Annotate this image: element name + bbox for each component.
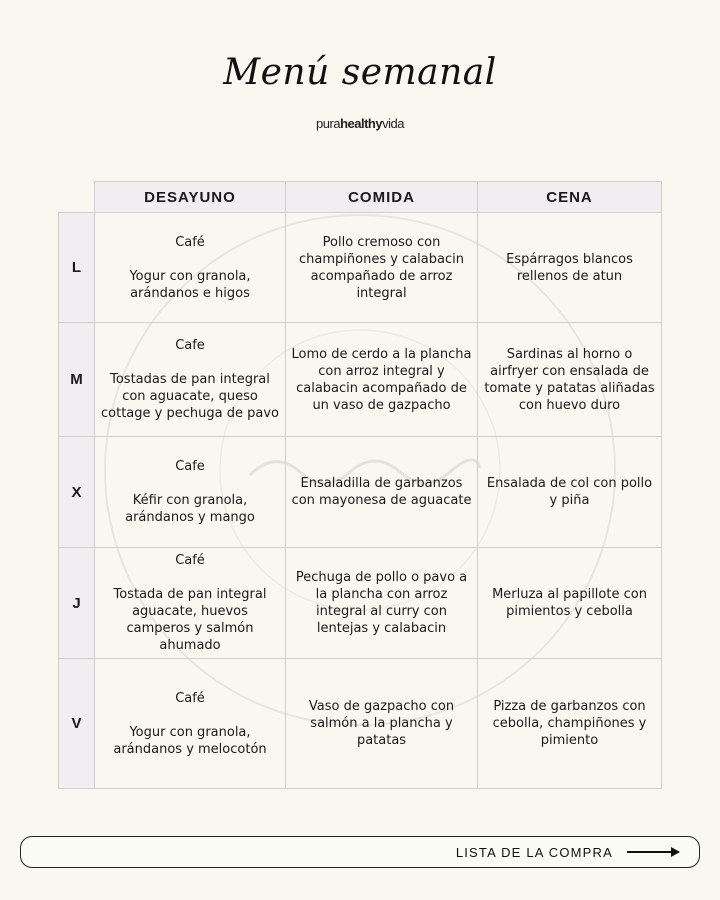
table-corner <box>59 182 95 213</box>
breakfast-text: Yogur con granola, arándanos y melocotón <box>113 724 267 757</box>
table-row <box>59 659 662 789</box>
brand-prefix: pura <box>316 116 341 131</box>
table-row <box>59 437 662 548</box>
brand-bold: healthy <box>340 116 383 131</box>
page-title: Menú semanal <box>223 52 497 93</box>
brand-logo <box>0 116 720 131</box>
breakfast-coffee: Café <box>175 553 205 568</box>
lunch-cell: Pollo cremoso con champiñones y calabacin acompañado de arroz integral <box>286 213 478 323</box>
breakfast-text: Yogur con granola, arándanos e higos <box>129 268 251 301</box>
dinner-cell: Pizza de garbanzos con cebolla, champiñones y pimiento <box>478 659 662 789</box>
arrow-right-icon <box>627 846 681 858</box>
lunch-cell: Pechuga de pollo o pavo a la plancha con arroz integral al curry con lentejas y calabacin <box>286 548 478 659</box>
breakfast-cell <box>95 213 286 323</box>
dinner-cell: Espárragos blancos rellenos de atun <box>478 213 662 323</box>
lunch-cell: Lomo de cerdo a la plancha con arroz integral y calabacin acompañado de un vaso de gazpacho <box>286 323 478 437</box>
breakfast-cell <box>95 437 286 548</box>
dinner-cell: Sardinas al horno o airfryer con ensalada de tomate y patatas aliñadas con huevo duro <box>478 323 662 437</box>
breakfast-cell <box>95 659 286 789</box>
lunch-cell: Ensaladilla de garbanzos con mayonesa de aguacate <box>286 437 478 548</box>
day-label: V <box>59 659 95 789</box>
weekly-menu-table <box>58 181 662 789</box>
day-label: J <box>59 548 95 659</box>
day-label: M <box>59 323 95 437</box>
dinner-cell: Ensalada de col con pollo y piña <box>478 437 662 548</box>
breakfast-text: Tostada de pan integral aguacate, huevos camperos y salmón ahumado <box>113 587 267 653</box>
breakfast-coffee: Cafe <box>175 459 205 474</box>
table-row <box>59 213 662 323</box>
day-label: L <box>59 213 95 323</box>
breakfast-coffee: Café <box>175 690 205 706</box>
table-header-row <box>59 182 662 213</box>
table-row <box>59 323 662 437</box>
breakfast-text: Kéfir con granola, arándanos y mango <box>125 493 255 525</box>
table-row <box>59 548 662 659</box>
breakfast-coffee: Cafe <box>175 338 205 353</box>
dinner-cell: Merluza al papillote con pimientos y cebolla <box>478 548 662 659</box>
breakfast-cell <box>95 548 286 659</box>
shopping-list-button[interactable] <box>20 836 700 868</box>
column-header: COMIDA <box>286 182 478 213</box>
column-header: DESAYUNO <box>95 182 286 213</box>
brand-suffix: vida <box>382 116 404 131</box>
shopping-list-label: LISTA DE LA COMPRA <box>455 844 613 860</box>
column-header: CENA <box>478 182 662 213</box>
lunch-cell: Vaso de gazpacho con salmón a la plancha y patatas <box>286 659 478 789</box>
day-label: X <box>59 437 95 548</box>
breakfast-cell <box>95 323 286 437</box>
breakfast-text: Tostadas de pan integral con aguacate, queso cottage y pechuga de pavo <box>101 372 279 421</box>
breakfast-coffee: Café <box>175 234 205 250</box>
